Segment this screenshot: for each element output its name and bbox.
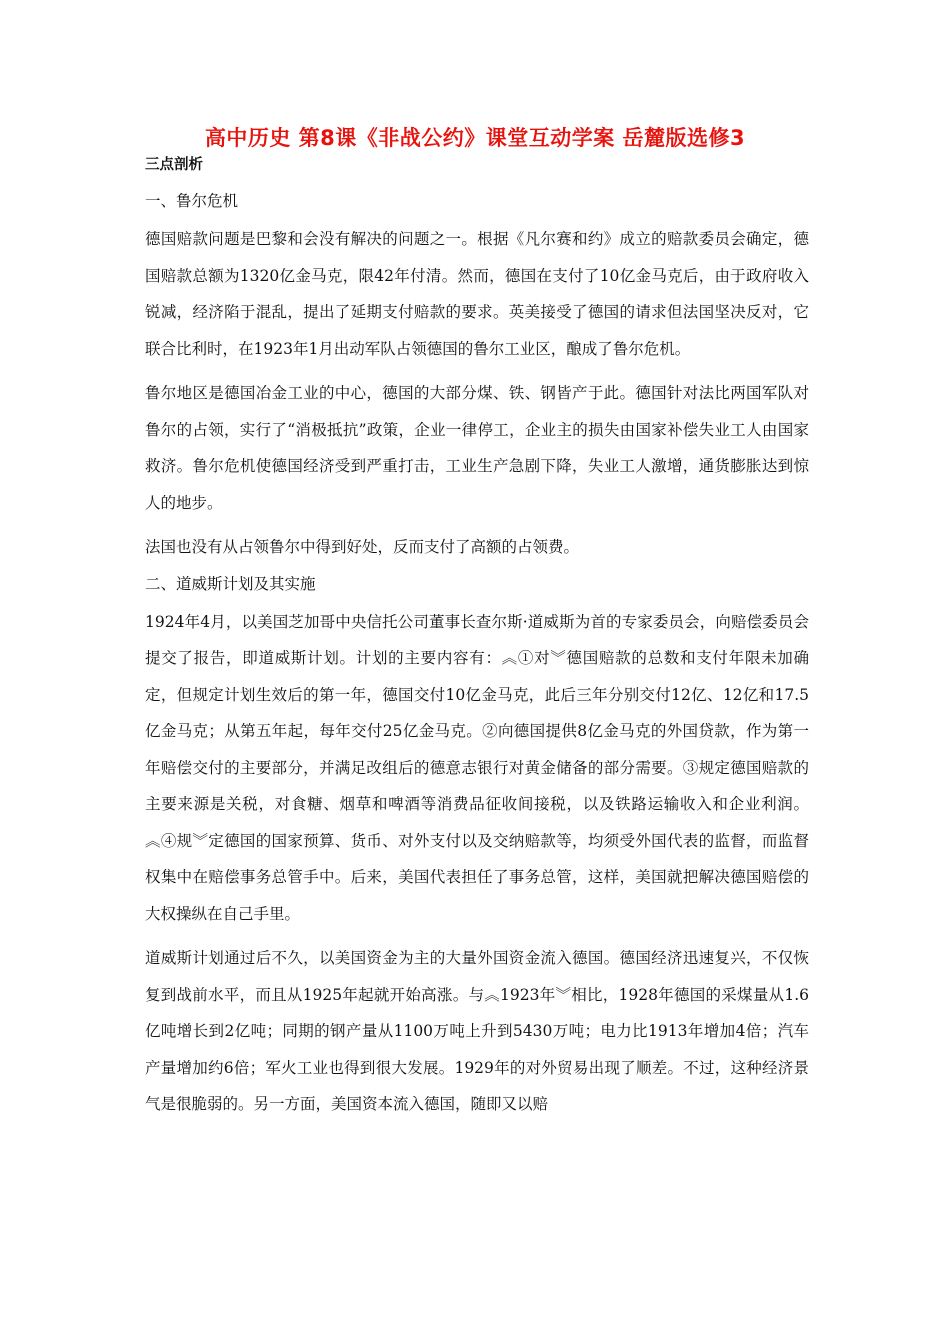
- section-heading: 二、道威斯计划及其实施: [145, 574, 316, 593]
- document-title: 高中历史 第8课《非战公约》课堂互动学案 岳麓版选修3: [204, 126, 746, 150]
- paragraph: 1924年4月，以美国芝加哥中央信托公司董事长查尔斯·道威斯为首的专家委员会，向赔偿委员会提交了报告，即道威斯计划。计划的主要内容有：︽①对︾德国赔款的总数和支付年限未加确定，但规定计划生效后的第一年，德国交付10亿金马克，此后三年分别交付12亿、12亿和17.5亿金马克；从第五年起，每年交付25亿金马克。②向德国提供8亿金马克的外国贷款，作为第一年赔偿交付的主要部分，并满足改组后的德意志银行对黄金储备的部分需要。③规定德国赔款的主要来源是关税，对食糖、烟草和啤酒等消费品征收间接税，以及铁路运输收入和企业利润。︽④规︾定德国的国家预算、货币、对外支付以及交纳赔款等，均须受外国代表的监督，而监督权集中在赔偿事务总管手中。后来，美国代表担任了事务总管，这样，美国就把解决德国赔偿的大权操纵在自己手里。: [145, 612, 809, 923]
- paragraph: 德国赔款问题是巴黎和会没有解决的问题之一。根据《凡尔赛和约》成立的赔款委员会确定，德国赔款总额为1320亿金马克，限42年付清。然而，德国在支付了10亿金马克后，由于政府收入锐减，经济陷于混乱，提出了延期支付赔款的要求。英美接受了德国的请求但法国坚决反对，它联合比利时，在1923年1月出动军队占领德国的鲁尔工业区，酿成了鲁尔危机。: [145, 230, 809, 358]
- subheading: 三点剖析: [145, 157, 203, 173]
- document-body: [145, 155, 809, 1131]
- paragraph: 道威斯计划通过后不久，以美国资金为主的大量外国资金流入德国。德国经济迅速复兴，不仅恢复到战前水平，而且从1925年起就开始高涨。与︽1923年︾相比，1928年德国的采煤量从1.6亿吨增长到2亿吨；同期的钢产量从1100万吨上升到5430万吨；电力比1913年增加4倍；汽车产量增加约6倍；军火工业也得到很大发展。1929年的对外贸易出现了顺差。不过，这种经济景气是很脆弱的。另一方面，美国资本流入德国，随即又以赔: [145, 949, 809, 1113]
- section-heading: 一、鲁尔危机: [145, 192, 239, 210]
- paragraph: 法国也没有从占领鲁尔中得到好处，反而支付了高额的占领费。: [145, 538, 580, 556]
- section-dawes-plan: [145, 572, 809, 1123]
- section-ruhr-crisis: [145, 189, 809, 566]
- paragraph: 鲁尔地区是德国冶金工业的中心，德国的大部分煤、铁、钢皆产于此。德国针对法比两国军队对鲁尔的占领，实行了“消极抵抗”政策，企业一律停工，企业主的损失由国家补偿失业工人由国家救济。鲁尔危机使德国经济受到严重打击，工业生产急剧下降，失业工人激增，通货膨胀达到惊人的地步。: [145, 384, 809, 512]
